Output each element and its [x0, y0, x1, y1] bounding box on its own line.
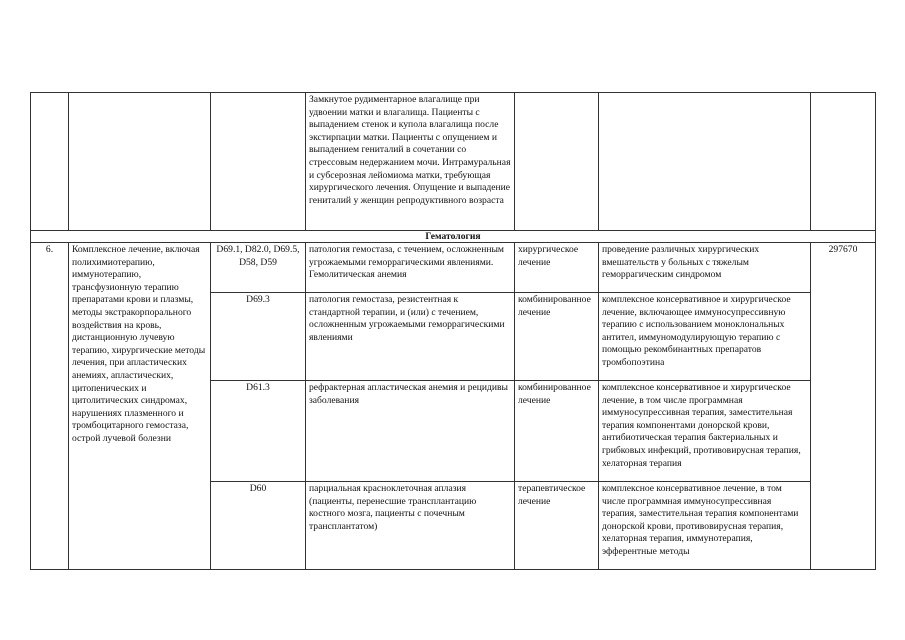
care-type-cell: Комплексное лечение, включая полихимиотерапию, иммунотерапию, трансфузионную терапию препаратами крови и плазмы, методы экстракорпорального воздействия на кровь, дистанционную лучевую терапию, хирургические методы лечения, при апластических анемиях, апластических, цитопенических и цитолитических синдромах, нарушениях плазменного и тромбоцитарного гемостаза, острой лучевой болезни: [69, 243, 211, 570]
number-cell-empty: [31, 93, 69, 231]
treatment-type-cell: терапевтическое лечение: [515, 482, 599, 570]
diagnosis-cell: Замкнутое рудиментарное влагалище при удвоении матки и влагалища. Пациенты с выпадением стенок и купола влагалища после экстирпации матки. Пациенты с опущением и выпадением гениталий в сочетании со стрессовым недержанием мочи. Интрамуральная и субсерозная лейомиома матки, требующая хирургического лечения. Опущение и выпадение гениталий у женщин репродуктивного возраста: [306, 93, 515, 231]
model-cell: патология гемостаза, с течением, осложненным угрожаемыми геморрагическими явлениями. Гемолитическая анемия: [306, 243, 515, 293]
treatment-type-cell-empty: [515, 93, 599, 231]
group-number: 6.: [31, 243, 69, 570]
method-cell: комплексное консервативное и хирургическое лечение, включающее иммуносупрессивную терапию с использованием моноклональных антител, иммуномодулирующую терапию с помощью рекомбинантных препаратов тромбопоэтина: [599, 293, 811, 381]
section-title: Гематология: [31, 231, 876, 243]
model-cell: рефрактерная апластическая анемия и рецидивы заболевания: [306, 381, 515, 482]
method-cell: комплексное консервативное лечение, в том числе программная иммуносупрессивная терапия, заместительная терапия компонентами донорской крови, противовирусная терапия, хелаторная терапия, иммунотерапия, эфферентные методы: [599, 482, 811, 570]
medical-care-table: [30, 92, 876, 570]
codes-cell: D61.3: [211, 381, 306, 482]
price-cell: 297670: [811, 243, 876, 570]
method-cell-empty: [599, 93, 811, 231]
table-row: [31, 243, 876, 293]
codes-cell: D69.1, D82.0, D69.5, D58, D59: [211, 243, 306, 293]
care-type-cell-empty: [69, 93, 211, 231]
model-cell: парциальная красноклеточная аплазия (пациенты, перенесшие трансплантацию костного мозга, пациенты с почечным трансплантатом): [306, 482, 515, 570]
price-cell-empty: [811, 93, 876, 231]
codes-cell-empty: [211, 93, 306, 231]
model-cell: патология гемостаза, резистентная к стандартной терапии, и (или) с течением, осложненным угрожаемыми геморрагическими явлениями: [306, 293, 515, 381]
method-cell: проведение различных хирургических вмешательств у больных с тяжелым геморрагическим синдромом: [599, 243, 811, 293]
method-cell: комплексное консервативное и хирургическое лечение, в том числе программная иммуносупрессивная терапия, заместительная терапия компонентами донорской крови, антибиотическая терапия бактериальных и грибковых инфекций, противовирусная терапия, хелаторная терапия: [599, 381, 811, 482]
codes-cell: D60: [211, 482, 306, 570]
treatment-type-cell: комбинированное лечение: [515, 293, 599, 381]
treatment-type-cell: хирургическое лечение: [515, 243, 599, 293]
section-header-row: [31, 231, 876, 243]
treatment-type-cell: комбинированное лечение: [515, 381, 599, 482]
continued-row: [31, 93, 876, 231]
codes-cell: D69.3: [211, 293, 306, 381]
